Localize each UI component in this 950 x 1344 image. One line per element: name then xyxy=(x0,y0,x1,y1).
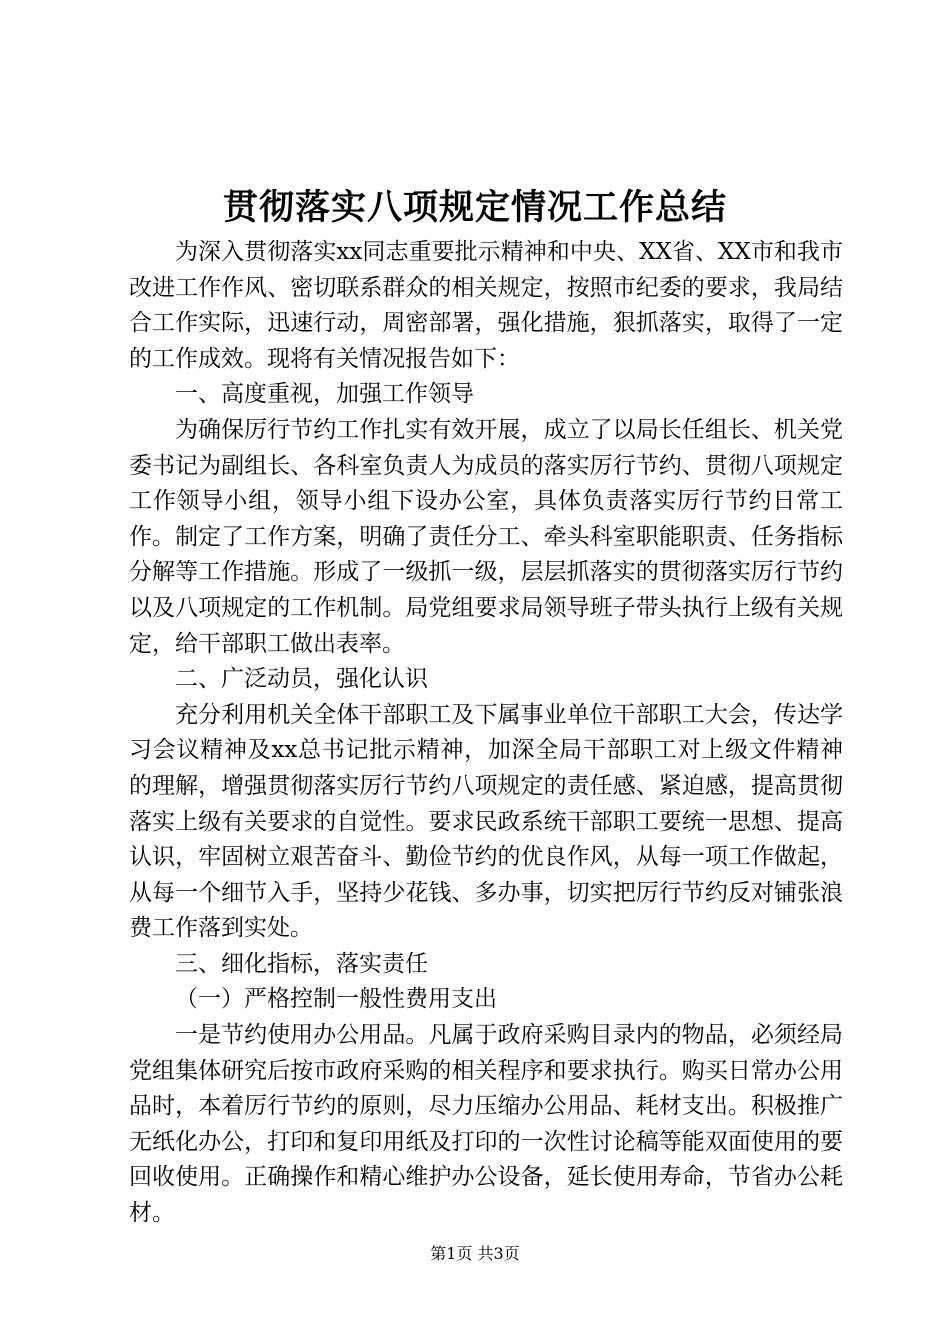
section-1-paragraph: 为确保厉行节约工作扎实有效开展，成立了以局长任组长、机关党委书记为副组长、各科室负责人为成员的落实厉行节约、贯彻八项规定工作领导小组，领导小组下设办公室，具体负责落实厉行节约日常工作。制定了工作方案，明确了责任分工、牵头科室职能职责、任务指标分解等工作措施。形成了一级抓一级，层层抓落实的贯彻落实厉行节约以及八项规定的工作机制。局党组要求局领导班子带头执行上级有关规定，给干部职工做出表率。 xyxy=(129,416,843,657)
document-body xyxy=(129,235,843,1232)
section-heading-1: 一、高度重视，加强工作领导 xyxy=(175,381,474,408)
section-heading-2: 二、广泛动员，强化认识 xyxy=(175,666,428,693)
page-number: 第1页 共3页 xyxy=(430,1244,520,1263)
subsection-heading-1: （一）严格控制一般性费用支出 xyxy=(175,986,497,1013)
subsection-1-paragraph: 一是节约使用办公用品。凡属于政府采购目录内的物品，必须经局党组集体研究后按市政府采购的相关程序和要求执行。购买日常办公用品时，本着厉行节约的原则，尽力压缩办公用品、耗材支出。积极推广无纸化办公，打印和复印用纸及打印的一次性讨论稿等能双面使用的要回收使用。正确操作和精心维护办公设备，延长使用寿命，节省办公耗材。 xyxy=(129,1022,843,1227)
section-2-paragraph: 充分利用机关全体干部职工及下属事业单位干部职工大会，传达学习会议精神及xx总书记批示精神，加深全局干部职工对上级文件精神的理解，增强贯彻落实厉行节约八项规定的责任感、紧迫感，提高贯彻落实上级有关要求的自觉性。要求民政系统干部职工要统一思想、提高认识，牢固树立艰苦奋斗、勤俭节约的优良作风，从每一项工作做起，从每一个细节入手，坚持少花钱、多办事，切实把厉行节约反对铺张浪费工作落到实处。 xyxy=(129,701,843,942)
section-heading-3: 三、细化指标，落实责任 xyxy=(175,950,428,977)
document-title: 贯彻落实八项规定情况工作总结 xyxy=(222,187,727,228)
intro-paragraph: 为深入贯彻落实xx同志重要批示精神和中央、XX省、XX市和我市改进工作作风、密切联系群众的相关规定，按照市纪委的要求，我局结合工作实际，迅速行动，周密部署，强化措施，狠抓落实，取得了一定的工作成效。现将有关情况报告如下： xyxy=(129,239,843,372)
